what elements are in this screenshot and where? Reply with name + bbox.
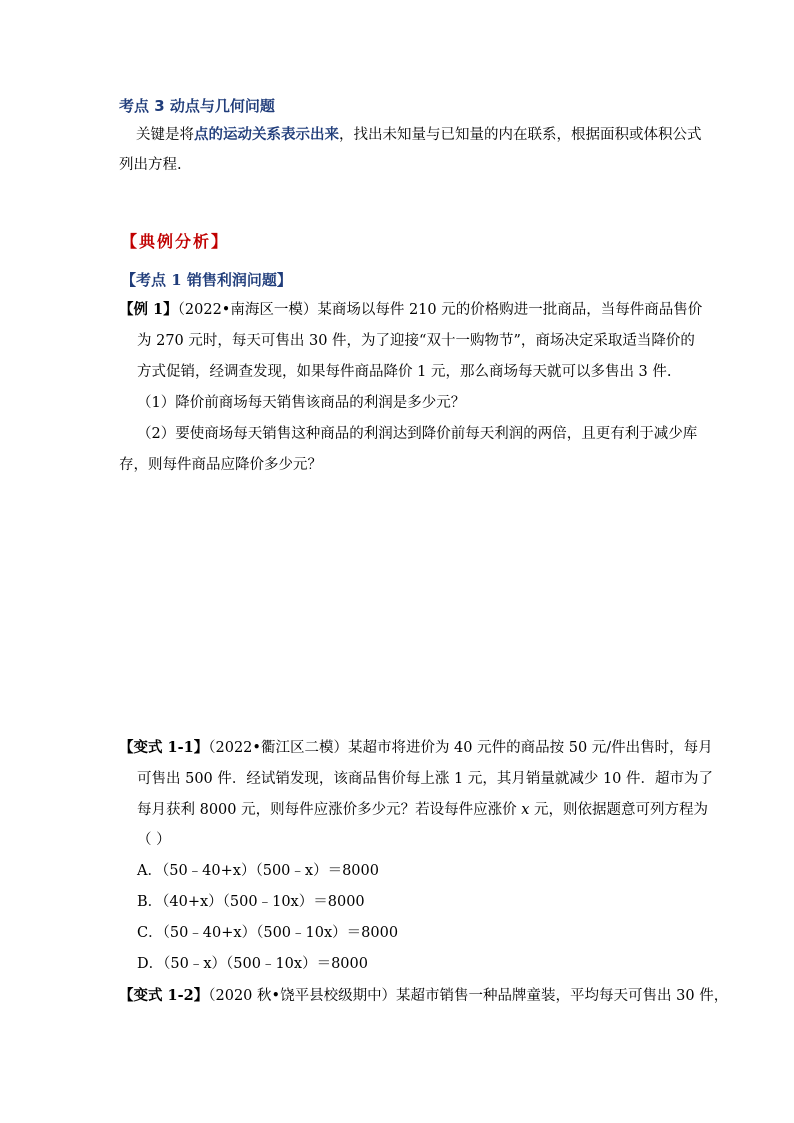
- desc-suffix: ，找出未知量与已知量的内在联系，根据面积或体积公式: [339, 127, 702, 143]
- variant11-line3-prefix: 每月获利 8000 元，则每件应涨价多少元？若设每件应涨价: [137, 802, 522, 818]
- desc-emphasis: 点的运动关系表示出来: [194, 126, 339, 143]
- example1-question2-line1: （2）要使商场每天销售这种商品的利润达到降价前每天利润的两倍，且更有利于减少库: [137, 426, 698, 442]
- variable-x: x: [521, 802, 530, 818]
- variant12-text1: （2020 秋•饶平县校级期中）某超市销售一种品牌童装，平均每天可售出 30 件，: [208, 988, 729, 1004]
- option-c-text: （50﹣40+x）（500﹣10x）＝8000: [162, 925, 399, 941]
- variant12-line1: [119, 986, 728, 1006]
- option-d-label: D．: [137, 956, 164, 972]
- option-c: [137, 923, 398, 943]
- option-d-text: （50﹣x）（500﹣10x）＝8000: [163, 956, 368, 972]
- option-a-label: A．: [137, 863, 162, 879]
- kaodian3-desc-line1: [136, 125, 702, 145]
- variant11-line3: [137, 800, 708, 820]
- example1-tag: 【例 1】: [119, 301, 178, 318]
- option-a-text: （50﹣40+x）（500﹣x）＝8000: [161, 863, 379, 879]
- option-a: [137, 861, 379, 881]
- kaodian3-title: 考点 3 动点与几何问题: [119, 97, 275, 115]
- kaodian3-desc-line2: 列出方程.: [119, 157, 182, 173]
- typical-analysis-header: 【典例分析】: [121, 232, 230, 251]
- example1-line2: 为 270 元时，每天可售出 30 件，为了迎接“双十一购物节”，商场决定采取适当降价的: [137, 333, 695, 349]
- variant11-line2: 可售出 500 件．经试销发现，该商品售价每上涨 1 元，其月销量就减少 10 件．超市为了: [137, 771, 714, 787]
- kaodian1-title: 【考点 1 销售利润问题】: [121, 271, 292, 289]
- option-b-label: B．: [137, 894, 163, 910]
- option-d: [137, 954, 368, 974]
- variant11-line1: [119, 738, 713, 758]
- answer-blank: （ ）: [137, 832, 171, 848]
- example1-text1: （2022•南海区一模）某商场以每件 210 元的价格购进一批商品，当每件商品售价: [177, 302, 703, 318]
- option-c-label: C．: [137, 925, 163, 941]
- option-b: [137, 892, 365, 912]
- example1-question2-line2: 存，则每件商品应降价多少元？: [119, 457, 322, 473]
- example1-question1: （1）降价前商场每天销售该商品的利润是多少元？: [137, 395, 466, 411]
- variant11-tag: 【变式 1-1】: [119, 739, 209, 756]
- variant11-text1: （2022•衢江区二模）某超市将进价为 40 元件的商品按 50 元/件出售时，每月: [208, 740, 713, 756]
- example1-line1: [119, 300, 702, 320]
- desc-prefix: 关键是将: [136, 127, 194, 143]
- variant11-line3-suffix: 元，则依据题意可列方程为: [529, 802, 709, 818]
- variant12-tag: 【变式 1-2】: [119, 987, 209, 1004]
- option-b-text: （40+x）（500﹣10x）＝8000: [162, 894, 365, 910]
- example1-line3: 方式促销，经调查发现，如果每件商品降价 1 元，那么商场每天就可以多售出 3 件.: [137, 364, 672, 380]
